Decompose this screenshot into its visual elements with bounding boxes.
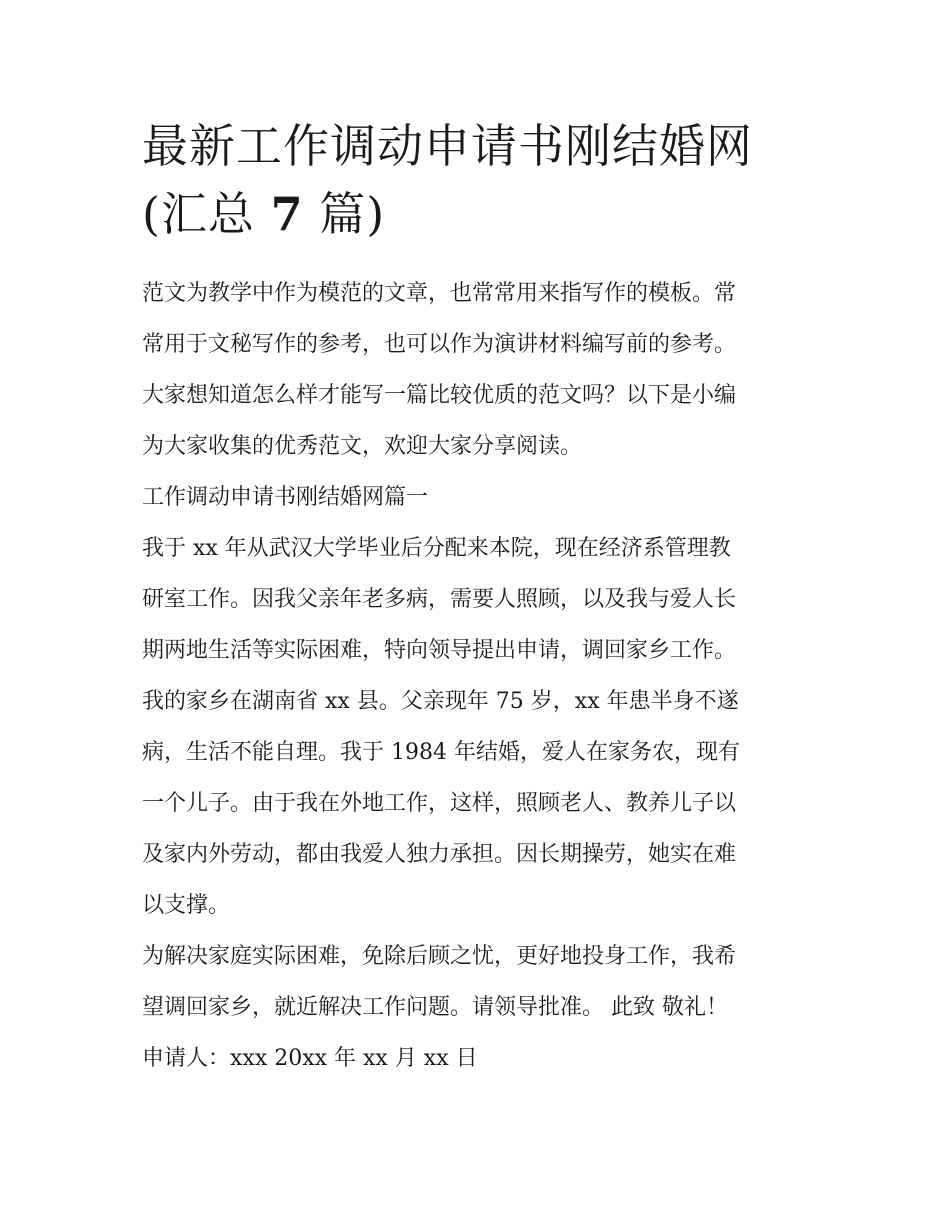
section-heading <box>142 472 822 523</box>
text-line: 我于 xx 年从武汉大学毕业后分配来本院，现在经济系管理教 <box>142 536 731 561</box>
text-line: 我的家乡在湖南省 xx 县。父亲现年 75 岁，xx 年患半身不遂 <box>142 689 739 714</box>
signature-line <box>142 1033 822 1084</box>
title-line-1: 最新工作调动申请书刚结婚网 <box>142 119 753 173</box>
body-paragraph <box>142 523 822 931</box>
intro-paragraph <box>142 268 822 472</box>
text-line: 病，生活不能自理。我于 1984 年结婚，爱人在家务农，现有 <box>142 740 740 765</box>
body-paragraph <box>142 931 822 1033</box>
text-line: 常用于文秘写作的参考，也可以作为演讲材料编写前的参考。 <box>142 332 737 357</box>
text-line: 范文为教学中作为模范的文章，也常常用来指写作的模板。常 <box>142 281 737 306</box>
text-line: 为解决家庭实际困难，免除后顾之忧，更好地投身工作，我希 <box>142 944 737 969</box>
text-line: 及家内外劳动，都由我爱人独力承担。因长期操劳，她实在难 <box>142 842 737 867</box>
text-line: 为大家收集的优秀范文，欢迎大家分享阅读。 <box>142 434 583 459</box>
title-line-2 <box>142 180 822 248</box>
document-body <box>142 268 822 1084</box>
title-line-2-number: 7 <box>270 187 304 241</box>
text-line: 一个儿子。由于我在外地工作，这样，照顾老人、教养儿子以 <box>142 791 737 816</box>
document-page <box>142 112 822 1084</box>
title-line-2-prefix: (汇总 <box>142 187 271 241</box>
text-line: 期两地生活等实际困难，特向领导提出申请，调回家乡工作。 <box>142 638 737 663</box>
text-line: 研室工作。因我父亲年老多病，需要人照顾，以及我与爱人长 <box>142 587 737 612</box>
text-line: 以支撑。 <box>142 893 231 918</box>
title-line-2-suffix: 篇) <box>303 187 386 241</box>
text-line: 望调回家乡，就近解决工作问题。请领导批准。 此致 敬礼！ <box>142 995 728 1020</box>
text-line: 大家想知道怎么样才能写一篇比较优质的范文吗？以下是小编 <box>142 383 737 408</box>
text-line: 申请人：xxx 20xx 年 xx 月 xx 日 <box>142 1046 478 1071</box>
text-line: 工作调动申请书刚结婚网篇一 <box>142 485 429 510</box>
document-title <box>142 112 822 248</box>
